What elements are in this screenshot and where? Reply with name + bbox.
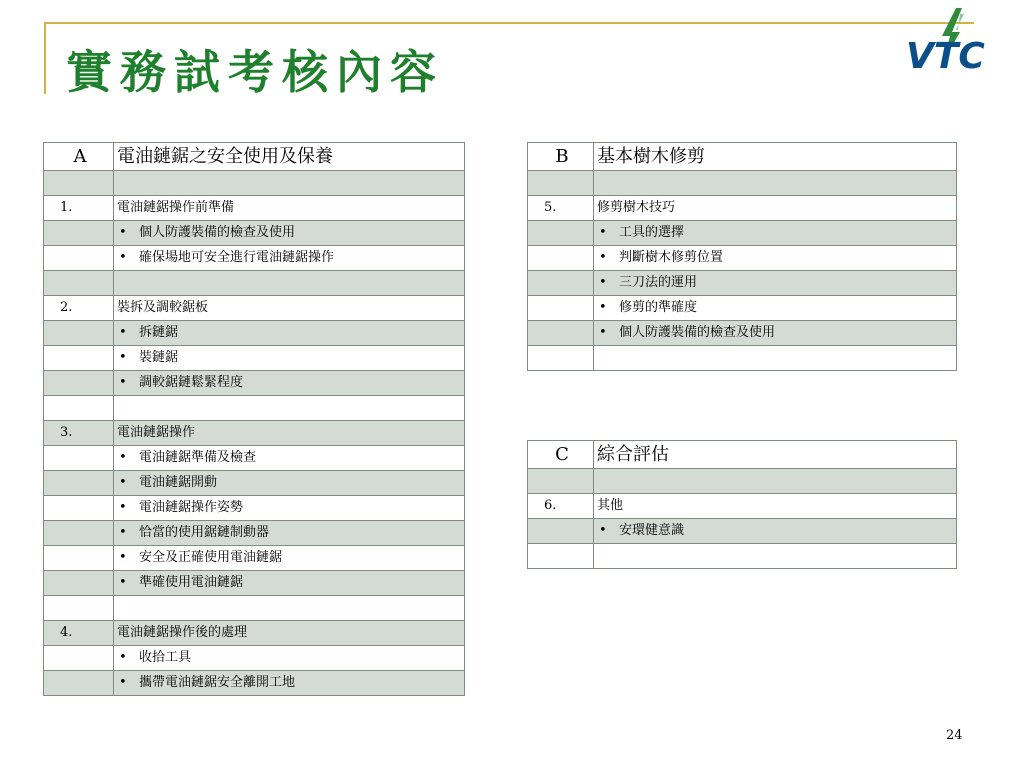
- bullet-icon: •: [119, 525, 127, 540]
- item-number: 3.: [44, 421, 114, 446]
- bullet-icon: •: [599, 523, 607, 538]
- header-rule-top: [44, 22, 974, 24]
- table-row: [44, 521, 465, 546]
- table-row: [44, 496, 465, 521]
- page-number: 24: [946, 728, 963, 743]
- table-row: [44, 396, 465, 421]
- item-title: 電油鏈鋸操作前準備: [114, 196, 465, 221]
- bullet-item: • 三刀法的運用: [594, 271, 957, 296]
- bullet-item: • 裝鏈鋸: [114, 346, 465, 371]
- table-header-row: [528, 143, 957, 171]
- bullet-icon: •: [119, 575, 127, 590]
- bullet-icon: •: [119, 500, 127, 515]
- item-number: 5.: [528, 196, 594, 221]
- table-row: [44, 196, 465, 221]
- item-number: 6.: [528, 494, 594, 519]
- table-row: [44, 421, 465, 446]
- bullet-item: • 恰當的使用鋸鏈制動器: [114, 521, 465, 546]
- section-code: B: [528, 143, 594, 171]
- item-title: 其他: [594, 494, 957, 519]
- table-row: [44, 546, 465, 571]
- table-row: [44, 371, 465, 396]
- table-row: [528, 271, 957, 296]
- table-row: [44, 446, 465, 471]
- item-title: 電油鏈鋸操作: [114, 421, 465, 446]
- logo-text: VTC: [906, 36, 985, 76]
- table-row: [528, 494, 957, 519]
- bullet-item: • 安環健意識: [594, 519, 957, 544]
- table-row: [528, 221, 957, 246]
- bullet-item: • 電油鏈鋸操作姿勢: [114, 496, 465, 521]
- bullet-item: • 準確使用電油鏈鋸: [114, 571, 465, 596]
- table-row: [528, 346, 957, 371]
- bullet-icon: •: [599, 225, 607, 240]
- table-row: [44, 646, 465, 671]
- table-row: [44, 246, 465, 271]
- section-heading: 電油鏈鋸之安全使用及保養: [114, 143, 465, 171]
- bullet-item: • 拆鏈鋸: [114, 321, 465, 346]
- table-row: [528, 296, 957, 321]
- item-title: 電油鏈鋸操作後的處理: [114, 621, 465, 646]
- header-rule-left: [44, 22, 46, 94]
- bullet-icon: •: [119, 650, 127, 665]
- table-row: [44, 596, 465, 621]
- item-title: 修剪樹木技巧: [594, 196, 957, 221]
- bullet-icon: •: [119, 325, 127, 340]
- bullet-item: • 修剪的準確度: [594, 296, 957, 321]
- bullet-icon: •: [599, 275, 607, 290]
- section-code: A: [44, 143, 114, 171]
- bullet-item: • 個人防護裝備的檢查及使用: [594, 321, 957, 346]
- bullet-item: • 確保場地可安全進行電油鏈鋸操作: [114, 246, 465, 271]
- bullet-icon: •: [599, 300, 607, 315]
- bullet-item: • 個人防護裝備的檢查及使用: [114, 221, 465, 246]
- page-title: 實務試考核內容: [66, 45, 444, 99]
- bullet-item: • 電油鏈鋸準備及檢查: [114, 446, 465, 471]
- table-row: [528, 544, 957, 569]
- bullet-icon: •: [119, 475, 127, 490]
- section-heading: 綜合評估: [594, 441, 957, 469]
- table-row: [528, 469, 957, 494]
- bullet-item: • 判斷樹木修剪位置: [594, 246, 957, 271]
- table-row: [44, 321, 465, 346]
- table-row: [44, 171, 465, 196]
- bullet-icon: •: [599, 325, 607, 340]
- table-row: [44, 671, 465, 696]
- section-heading: 基本樹木修剪: [594, 143, 957, 171]
- table-row: [44, 346, 465, 371]
- table-header-row: [44, 143, 465, 171]
- table-row: [44, 471, 465, 496]
- bullet-item: • 工具的選擇: [594, 221, 957, 246]
- bullet-item: • 安全及正確使用電油鏈鋸: [114, 546, 465, 571]
- bullet-icon: •: [119, 350, 127, 365]
- bullet-icon: •: [599, 250, 607, 265]
- table-row: [44, 571, 465, 596]
- section-code: C: [528, 441, 594, 469]
- bullet-icon: •: [119, 550, 127, 565]
- bullet-icon: •: [119, 250, 127, 265]
- bullet-item: • 調較鋸鏈鬆緊程度: [114, 371, 465, 396]
- bullet-item: • 電油鏈鋸開動: [114, 471, 465, 496]
- table-row: [528, 171, 957, 196]
- table-row: [44, 296, 465, 321]
- table-row: [44, 271, 465, 296]
- table-row: [528, 321, 957, 346]
- bullet-item: • 收拾工具: [114, 646, 465, 671]
- table-row: [528, 246, 957, 271]
- vtc-logo: [900, 4, 1012, 76]
- item-number: 2.: [44, 296, 114, 321]
- bullet-icon: •: [119, 225, 127, 240]
- table-header-row: [528, 441, 957, 469]
- bullet-icon: •: [119, 450, 127, 465]
- item-number: 1.: [44, 196, 114, 221]
- table-section-a: [43, 142, 465, 696]
- item-title: 裝拆及調較鋸板: [114, 296, 465, 321]
- table-row: [528, 519, 957, 544]
- table-row: [528, 196, 957, 221]
- bullet-icon: •: [119, 675, 127, 690]
- table-section-c: [527, 440, 957, 569]
- table-section-b: [527, 142, 957, 371]
- table-row: [44, 621, 465, 646]
- item-number: 4.: [44, 621, 114, 646]
- table-row: [44, 221, 465, 246]
- bullet-item: • 攜帶電油鏈鋸安全離開工地: [114, 671, 465, 696]
- bullet-icon: •: [119, 375, 127, 390]
